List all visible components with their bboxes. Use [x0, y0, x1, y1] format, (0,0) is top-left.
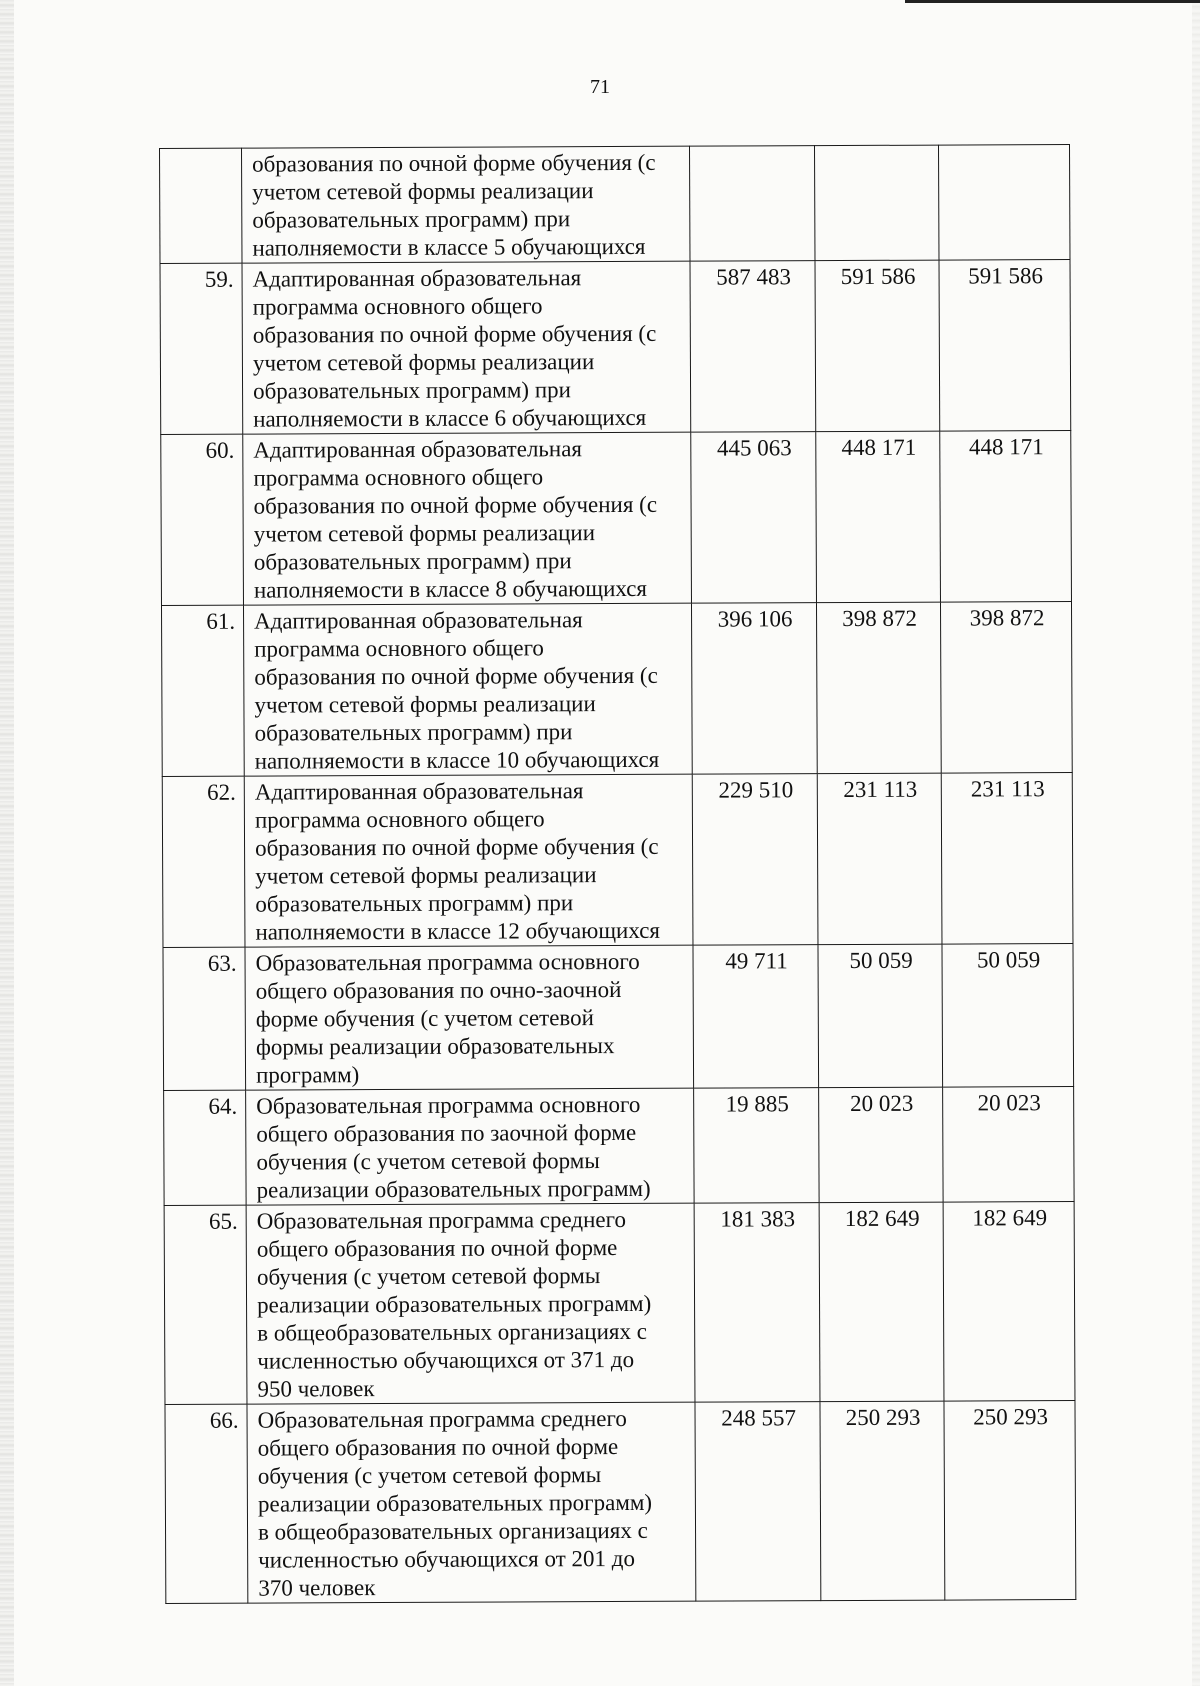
row-number: 63.: [163, 947, 246, 1090]
scan-right-edge: [1192, 0, 1200, 1686]
value-cell-1: 396 106: [691, 603, 817, 775]
description-line: образования по очной форме обучения (с: [254, 662, 658, 690]
description-line: образования по очной форме обучения (с: [252, 320, 657, 348]
row-number: 66.: [165, 1404, 248, 1603]
description-line: общего образования по очной форме: [257, 1434, 619, 1461]
table-row: [164, 1202, 1075, 1405]
value-cell-1: 181 383: [694, 1203, 820, 1403]
description-line: наполняемости в классе 6 обучающихся: [253, 404, 647, 432]
value-cell-2: 448 171: [816, 431, 941, 603]
description-line: наполняемости в классе 5 обучающихся: [252, 233, 646, 261]
value-cell-1: [689, 146, 815, 262]
description-line: наполняемости в классе 8 обучающихся: [253, 575, 648, 603]
description-line: программа основного общего: [254, 806, 545, 833]
row-description: [242, 261, 691, 434]
value-cell-3: 591 586: [939, 260, 1071, 432]
description-line: учетом сетевой формы реализации: [252, 349, 595, 376]
value-cell-2: [814, 145, 939, 261]
page-number: 71: [590, 76, 610, 98]
row-number: 59.: [160, 263, 243, 434]
row-number: 62.: [162, 776, 245, 947]
description-line: Адаптированная образовательная: [252, 265, 582, 292]
description-line: наполняемости в классе 10 обучающихся: [254, 746, 660, 774]
row-number: 64.: [164, 1090, 247, 1205]
description-line: Образовательная программа среднего: [256, 1206, 627, 1234]
value-cell-2: 50 059: [818, 944, 943, 1088]
description-line: 370 человек: [258, 1575, 376, 1601]
row-description: [247, 1402, 696, 1603]
description-line: программа основного общего: [253, 464, 544, 491]
description-line: Адаптированная образовательная: [254, 607, 583, 634]
description-line: Адаптированная образовательная: [253, 436, 583, 463]
table-row: [160, 145, 1070, 264]
value-cell-3: [938, 145, 1070, 261]
row-description: [246, 1203, 695, 1404]
tariff-table: [159, 144, 1076, 1604]
scan-left-edge: [0, 0, 14, 1686]
table-row: [161, 431, 1072, 606]
description-line: в общеобразовательных организациях с: [257, 1318, 647, 1346]
value-cell-3: 182 649: [943, 1202, 1075, 1402]
description-line: образования по очной форме обучения (с: [253, 491, 658, 519]
description-line: учетом сетевой формы реализации: [252, 178, 594, 205]
description-line: общего образования по очной форме: [256, 1235, 618, 1262]
value-cell-3: 231 113: [941, 773, 1073, 945]
top-rule-line: [905, 0, 1200, 3]
value-cell-2: 398 872: [816, 602, 941, 774]
table-row: [163, 944, 1074, 1091]
description-line: обучения (с учетом сетевой формы: [256, 1263, 601, 1290]
row-description: [245, 945, 694, 1090]
row-description: [244, 774, 693, 947]
value-cell-1: 587 483: [690, 261, 816, 433]
description-line: образовательных программ) при: [254, 719, 573, 746]
table-row: [165, 1401, 1076, 1604]
description-line: Образовательная программа основного: [255, 948, 640, 976]
value-cell-2: 20 023: [819, 1087, 944, 1203]
value-cell-3: 398 872: [940, 602, 1072, 774]
description-line: программа основного общего: [252, 293, 543, 320]
description-line: учетом сетевой формы реализации: [255, 862, 597, 889]
description-line: обучения (с учетом сетевой формы: [257, 1462, 602, 1489]
description-line: Образовательная программа основного: [256, 1091, 641, 1119]
value-cell-3: 50 059: [942, 944, 1074, 1088]
value-cell-3: 250 293: [944, 1401, 1076, 1601]
description-line: формы реализации образовательных: [255, 1033, 615, 1060]
value-cell-2: 591 586: [815, 260, 940, 432]
description-line: образовательных программ) при: [252, 206, 571, 233]
value-cell-2: 231 113: [817, 773, 942, 945]
table-row: [160, 260, 1071, 435]
row-description: [243, 432, 692, 605]
row-number: 61.: [161, 605, 244, 776]
value-cell-2: 250 293: [820, 1401, 945, 1601]
value-cell-1: 248 557: [695, 1402, 821, 1602]
row-description: [243, 603, 692, 776]
table-row: [161, 602, 1072, 777]
value-cell-1: 49 711: [693, 945, 819, 1089]
description-line: наполняемости в классе 12 обучающихся: [255, 917, 661, 945]
description-line: учетом сетевой формы реализации: [253, 520, 596, 547]
table-row: [164, 1087, 1074, 1206]
description-line: образования по очной форме обучения (с: [252, 149, 656, 177]
row-description: [246, 1088, 694, 1205]
table-row: [162, 773, 1073, 948]
value-cell-3: 448 171: [940, 431, 1072, 603]
row-number: 60.: [161, 434, 244, 605]
description-line: численностью обучающихся от 201 до: [258, 1545, 635, 1573]
value-cell-1: 445 063: [691, 432, 817, 604]
description-line: программ): [255, 1062, 360, 1088]
row-description: [242, 146, 690, 263]
value-cell-1: 229 510: [692, 774, 818, 946]
value-cell-3: 20 023: [943, 1087, 1075, 1203]
description-line: численностью обучающихся от 371 до: [257, 1346, 635, 1374]
description-line: учетом сетевой формы реализации: [254, 691, 596, 718]
description-line: Адаптированная образовательная: [254, 778, 584, 805]
description-line: Образовательная программа среднего: [257, 1405, 627, 1433]
row-number: [160, 148, 243, 263]
row-number: 65.: [164, 1205, 247, 1404]
description-line: программа основного общего: [254, 635, 544, 662]
description-line: образовательных программ) при: [253, 548, 572, 575]
description-line: обучения (с учетом сетевой формы: [256, 1148, 600, 1175]
description-line: реализации образовательных программ): [257, 1489, 653, 1517]
description-line: общего образования по очно-заочной: [255, 976, 622, 1004]
description-line: общего образования по заочной форме: [256, 1119, 637, 1147]
description-line: образовательных программ) при: [255, 890, 574, 917]
description-line: образования по очной форме обучения (с: [255, 833, 659, 861]
description-line: 950 человек: [257, 1376, 375, 1402]
value-cell-2: 182 649: [819, 1202, 944, 1402]
value-cell-1: 19 885: [694, 1088, 820, 1204]
description-line: форме обучения (с учетом сетевой: [255, 1005, 594, 1032]
description-line: образовательных программ) при: [253, 377, 571, 404]
description-line: реализации образовательных программ): [256, 1290, 652, 1318]
description-line: в общеобразовательных организациях с: [257, 1517, 648, 1545]
description-line: реализации образовательных программ): [256, 1175, 651, 1203]
